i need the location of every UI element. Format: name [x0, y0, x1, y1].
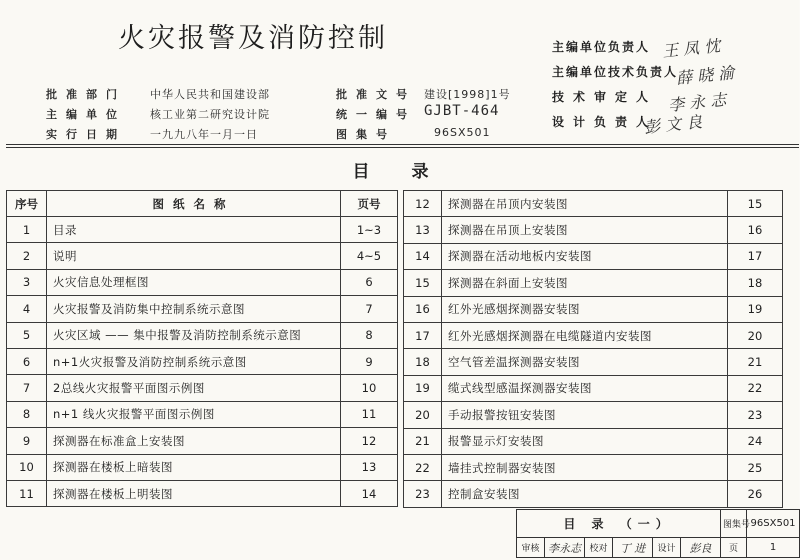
approve-label: 批准部门 — [46, 88, 126, 101]
review-label: 审核 — [517, 538, 545, 558]
header-divider-double — [6, 147, 799, 148]
toc-header-row — [7, 191, 398, 217]
toc-table-right — [403, 190, 783, 508]
review-signature: 李永志 — [545, 538, 585, 558]
doc-number-value: 建设[1998]1号 — [424, 88, 511, 101]
table-row: 16 红外光感烟探测器安装图 19 — [404, 296, 783, 322]
atlas-number-label: 图集号 — [336, 128, 396, 141]
table-row: 2 说明 4~5 — [7, 243, 398, 269]
atlas-number-value: 96SX501 — [434, 126, 491, 139]
table-row: 17 红外光感烟探测器在电缆隧道内安装图 20 — [404, 322, 783, 348]
signature-review: 李 永 志 — [667, 90, 728, 115]
header-page: 页号 — [341, 191, 398, 217]
atlas-title: 火灾报警及消防控制 — [118, 23, 388, 54]
table-row: 3 火灾信息处理框图 6 — [7, 269, 398, 295]
unified-code-label: 统一编号 — [336, 108, 416, 121]
table-row: 14 探测器在活动地板内安装图 17 — [404, 243, 783, 269]
table-row: 11 探测器在楼板上明装图 14 — [7, 480, 398, 506]
title-block — [516, 509, 800, 558]
signature-chief: 王 凤 忱 — [661, 36, 722, 61]
tech-review-label: 技术审定人 — [552, 90, 658, 104]
table-row: 6 n+1火灾报警及消防控制系统示意图 9 — [7, 348, 398, 374]
table-row: 20 手动报警按钮安装图 23 — [404, 402, 783, 428]
date-label: 实行日期 — [46, 128, 126, 141]
header-divider — [6, 144, 799, 145]
header-num: 序号 — [7, 191, 47, 217]
table-row: 5 火灾区域 —— 集中报警及消防控制系统示意图 8 — [7, 322, 398, 348]
design-lead-label: 设计负责人 — [552, 115, 658, 129]
toc-heading: 目 录 — [352, 162, 447, 182]
table-row: 4 火灾报警及消防集中控制系统示意图 7 — [7, 296, 398, 322]
approve-value: 中华人民共和国建设部 — [150, 88, 270, 101]
title-block-name: 目 录 （一） — [517, 510, 721, 538]
signature-tech: 薛 晓 渝 — [675, 63, 736, 88]
page-label: 页 — [721, 538, 747, 558]
date-value: 一九九八年一月一日 — [150, 128, 258, 141]
compile-value: 核工业第二研究设计院 — [150, 108, 270, 121]
table-row: 19 缆式线型感温探测器安装图 22 — [404, 375, 783, 401]
table-row: 1 目录 1~3 — [7, 217, 398, 243]
table-row: 22 墙挂式控制器安装图 25 — [404, 454, 783, 480]
table-row: 23 控制盒安装图 26 — [404, 481, 783, 507]
signature-design: 彭 文 良 — [643, 112, 704, 137]
table-row: 8 n+1 线火灾报警平面图示例图 11 — [7, 401, 398, 427]
page-number: 1 — [747, 538, 800, 558]
design-signature: 彭良 — [681, 538, 721, 558]
table-row: 13 探测器在吊顶上安装图 16 — [404, 217, 783, 243]
table-row: 7 2总线火灾报警平面图示例图 10 — [7, 375, 398, 401]
compile-label: 主编单位 — [46, 108, 126, 121]
table-row: 12 探测器在吊顶内安装图 15 — [404, 191, 783, 217]
chief-unit-label: 主编单位负责人 — [552, 40, 651, 54]
check-signature: 丁 进 — [613, 538, 653, 558]
header-name: 图纸名称 — [47, 191, 341, 217]
title-block-atlas-value: 96SX501 — [747, 510, 800, 538]
table-row: 9 探测器在标准盒上安装图 12 — [7, 428, 398, 454]
table-row: 21 报警显示灯安装图 24 — [404, 428, 783, 454]
chief-tech-label: 主编单位技术负责人 — [552, 65, 679, 79]
title-block-atlas-label: 图集号 — [721, 510, 747, 538]
design-label: 设计 — [653, 538, 681, 558]
doc-number-label: 批准文号 — [336, 88, 416, 101]
toc-table-left — [6, 190, 398, 507]
unified-code-value: GJBT-464 — [424, 103, 500, 119]
table-row: 10 探测器在楼板上暗装图 13 — [7, 454, 398, 480]
table-row: 15 探测器在斜面上安装图 18 — [404, 270, 783, 296]
table-row: 18 空气管差温探测器安装图 21 — [404, 349, 783, 375]
check-label: 校对 — [585, 538, 613, 558]
